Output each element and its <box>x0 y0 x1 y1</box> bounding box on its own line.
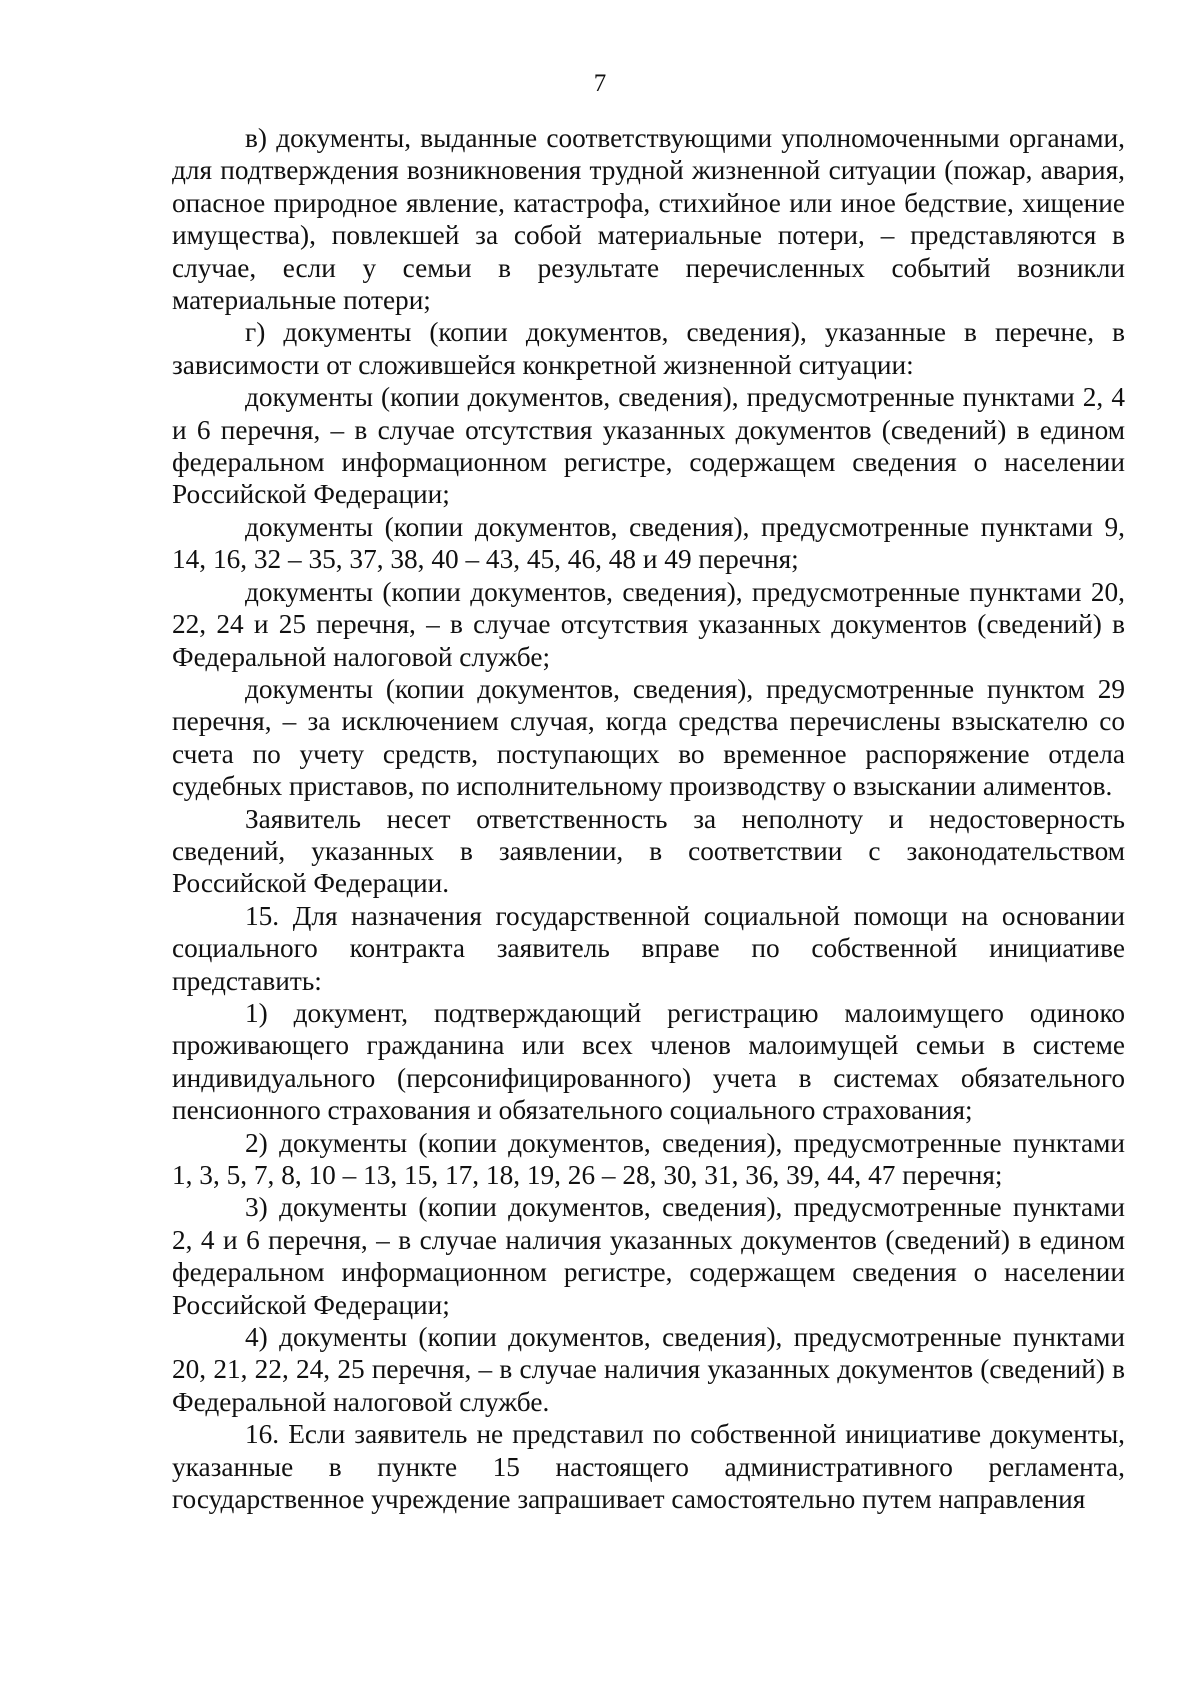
paragraph-g-documents: г) документы (копии документов, сведения), указанные в перечне, в зависимости от сложившейся конкретной жизненной ситуации: <box>172 317 1125 380</box>
paragraph-point-29: документы (копии документов, сведения), предусмотренные пунктом 29 перечня, – за исключением случая, когда средства перечислены взыскателю со счета по учету средств, поступающих во временное распоряжение отдела судебных приставов, по исполнительному производству о взыскании алиментов. <box>172 673 1125 802</box>
page-number: 7 <box>593 70 607 97</box>
paragraph-section-16: 16. Если заявитель не представил по собственной инициативе документы, указанные в пункте 15 настоящего административного регламента, государственное учреждение запрашивает самостоятельно путем направления <box>172 1419 1125 1515</box>
paragraph-item-1: 1) документ, подтверждающий регистрацию малоимущего одиноко проживающего гражданина или всех членов малоимущей семьи в системе индивидуального (персонифицированного) учета в системах обязательного пенсионного страхования и обязательного социального страхования; <box>172 997 1125 1126</box>
paragraph-v-documents: в) документы, выданные соответствующими уполномоченными органами, для подтверждения возникновения трудной жизненной ситуации (пожар, авария, опасное природное явление, катастрофа, стихийное или иное бедствие, хищение имущества), повлекшей за собой материальные потери, – представляются в случае, если у семьи в результате перечисленных событий возникли материальные потери; <box>172 123 1125 316</box>
paragraph-item-2: 2) документы (копии документов, сведения), предусмотренные пунктами 1, 3, 5, 7, 8, 10 – 13, 15, 17, 18, 19, 26 – 28, 30, 31, 36, 39, 44, 47 перечня; <box>172 1127 1125 1190</box>
paragraph-item-4: 4) документы (копии документов, сведения), предусмотренные пунктами 20, 21, 22, 24, 25 перечня, – в случае наличия указанных документов (сведений) в Федеральной налоговой службе. <box>172 1322 1125 1417</box>
paragraph-points-2-4-6: документы (копии документов, сведения), предусмотренные пунктами 2, 4 и 6 перечня, – в случае отсутствия указанных документов (сведений) в едином федеральном информационном регистре, содержащем сведения о населении Российской Федерации; <box>172 382 1125 510</box>
paragraph-section-15: 15. Для назначения государственной социальной помощи на основании социального контракта заявитель вправе по собственной инициативе представить: <box>172 900 1125 996</box>
paragraph-item-3: 3) документы (копии документов, сведения), предусмотренные пунктами 2, 4 и 6 перечня, – в случае наличия указанных документов (сведений) в едином федеральном информационном регистре, содержащем сведения о населении Российской Федерации; <box>172 1192 1125 1320</box>
paragraph-points-20-25: документы (копии документов, сведения), предусмотренные пунктами 20, 22, 24 и 25 перечня, – в случае отсутствия указанных документов (сведений) в Федеральной налоговой службе; <box>172 576 1125 672</box>
paragraph-applicant-responsibility: Заявитель несет ответственность за неполноту и недостоверность сведений, указанных в заявлении, в соответствии с законодательством Российской Федерации. <box>172 803 1125 899</box>
paragraph-points-9-49: документы (копии документов, сведения), предусмотренные пунктами 9, 14, 16, 32 – 35, 37, 38, 40 – 43, 45, 46, 48 и 49 перечня; <box>172 511 1125 575</box>
document-body <box>172 122 1125 1515</box>
